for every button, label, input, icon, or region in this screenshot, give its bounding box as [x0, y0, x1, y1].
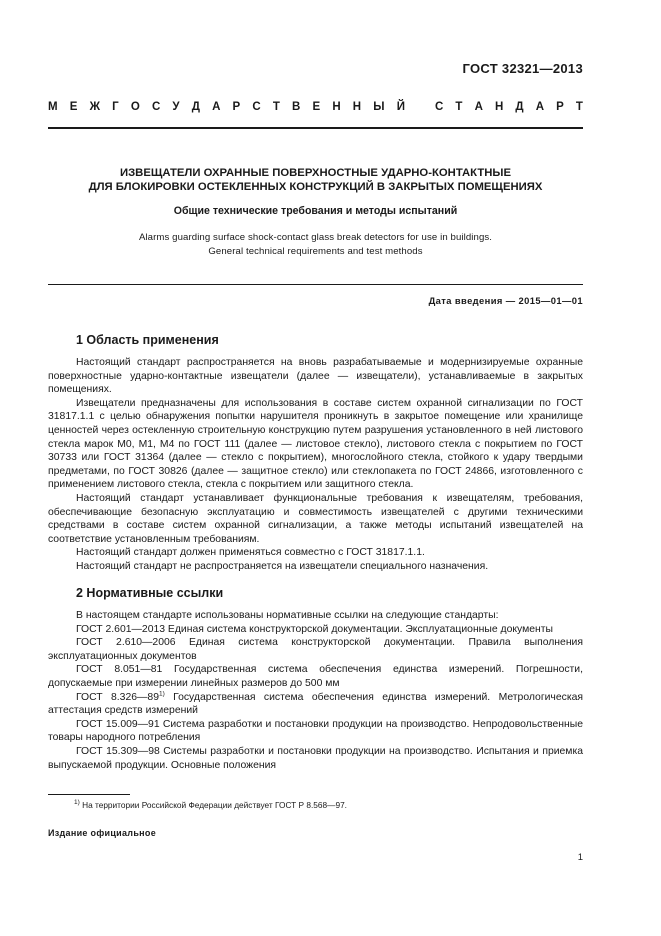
reference-item: ГОСТ 15.009—91 Система разработки и постановки продукции на производство. Непродовольственные товары народного потребления — [48, 718, 583, 744]
paragraph: Настоящий стандарт распространяется на вновь разрабатываемые и модернизируемые охранные поверхностные ударно-контактные извещатели (далее — извещатели), устанавливаемые в закрытых помещениях. — [48, 357, 583, 396]
gost-number: ГОСТ 32321—2013 — [462, 61, 583, 76]
title-divider — [48, 284, 583, 285]
banner-word-interstate: М Е Ж Г О С У Д А Р С Т В Е Н Н Ы Й — [48, 101, 405, 113]
banner-word-standard: С Т А Н Д А Р Т — [435, 101, 583, 113]
reference-item: ГОСТ 15.309—98 Системы разработки и постановки продукции на производство. Испытания и приемка выпускаемой продукции. Основные положения — [48, 745, 583, 771]
paragraph: В настоящем стандарте использованы нормативные ссылки на следующие стандарты: — [76, 610, 499, 621]
header-divider — [48, 127, 583, 129]
footnote-marker: 1) — [158, 690, 165, 698]
page-number: 1 — [577, 852, 583, 863]
edition-label: Издание официальное — [48, 828, 157, 838]
reference-item: ГОСТ 2.610—2006 Единая система конструкторской документации. Правила выполнения эксплуатационных документов — [48, 637, 583, 662]
english-title: Alarms guarding surface shock-contact glass break detectors for use in buildings. General technical requirements and test methods — [138, 232, 493, 257]
section-body-references — [48, 609, 583, 772]
reference-item: ГОСТ 8.326—89$^{1)}$ Государственная система обеспечения единства измерений. Метрологическая аттестация средств измерений — [48, 690, 583, 717]
footnote-divider — [48, 794, 130, 795]
paragraph: Настоящий стандарт не распространяется на извещатели специального назначения. — [76, 560, 489, 572]
reference-item: ГОСТ 8.051—81 Государственная система обеспечения единства измерений. Погрешности, допускаемые при измерении линейных размеров до 500 мм — [48, 664, 583, 689]
paragraph: Настоящий стандарт должен применяться совместно с ГОСТ 31817.1.1. — [76, 547, 425, 559]
section-body-scope — [48, 356, 583, 574]
document-subtitle: Общие технические требования и методы испытаний — [173, 205, 458, 217]
standard-banner — [48, 101, 583, 113]
footnote-marker: 1) — [74, 799, 80, 807]
paragraph: Настоящий стандарт устанавливает функциональные требования к извещателям, требования, обеспечивающие безопасную эксплуатацию и совместимость извещателей с другими техническими средствами в составе систем охранной сигнализации, а также методы испытаний извещателей на соответствие установленным требованиям. — [48, 492, 583, 545]
introduction-date: Дата введения — 2015—01—01 — [428, 295, 583, 306]
reference-item: ГОСТ 2.601—2013 Единая система конструкторской документации. Эксплуатационные документы — [76, 623, 554, 635]
document-title: ИЗВЕЩАТЕЛИ ОХРАННЫЕ ПОВЕРХНОСТНЫЕ УДАРНО-КОНТАКТНЫЕ ДЛЯ БЛОКИРОВКИ ОСТЕКЛЕННЫХ КОНСТРУКЦИЙ В ЗАКРЫТЫХ ПОМЕЩЕНИЯХ — [88, 167, 543, 193]
section-heading-references: 2 Нормативные ссылки — [76, 586, 224, 600]
section-heading-scope: 1 Область применения — [76, 333, 219, 347]
paragraph: Извещатели предназначены для использования в составе систем охранной сигнализации по ГОСТ 31817.1.1 с целью обнаружения попытки нарушителя проникнуть в закрытое помещение или хранилище ценностей через остекленную строительную конструкцию путем разрушения установленного в ней листового стекла марок М0, М1, М4 по ГОСТ 111 (далее — листовое стекло), листового стекла с покрытием по ГОСТ 30733 или ГОСТ 31364 (далее — стекло с покрытием), многослойного стекла, стойкого к удару твердыми предметами, по ГОСТ 30826 (далее — защитное стекло) или стеклопакета по ГОСТ 24866, изготовленного с применением листового стекла, стекла с покрытием или защитного стекла. — [48, 397, 583, 491]
footnote: $^{1)}$ На территории Российской Федерации действует ГОСТ Р 8.568—97. — [74, 799, 347, 810]
